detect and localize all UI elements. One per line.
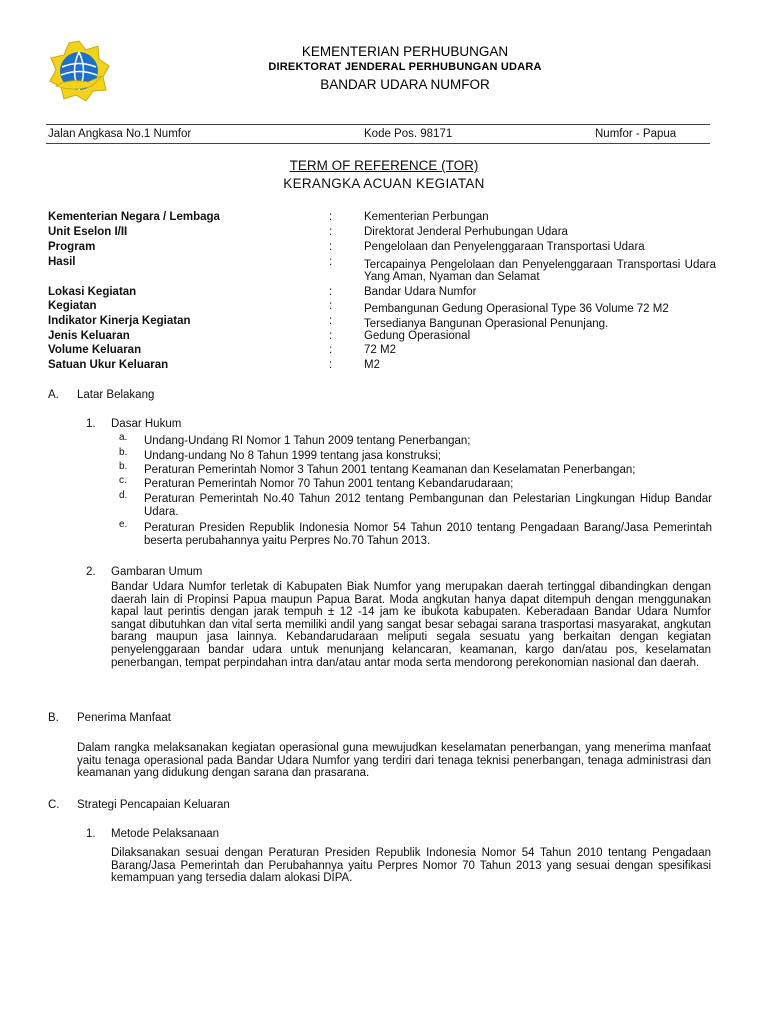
info-value: 72 M2: [364, 344, 396, 356]
list-letter: a.: [119, 432, 128, 443]
subsection-title: Dasar Hukum: [111, 418, 182, 430]
directorate-name: DIREKTORAT JENDERAL PERHUBUNGAN UDARA: [268, 61, 542, 73]
subsection-number: 1.: [86, 828, 96, 840]
info-key: Kegiatan: [48, 300, 97, 312]
header-divider-top: [46, 124, 710, 125]
info-key: Jenis Keluaran: [48, 330, 130, 342]
subsection-title: Metode Pelaksanaan: [111, 828, 220, 840]
info-key: Volume Keluaran: [48, 344, 142, 356]
info-colon: :: [329, 359, 333, 371]
list-letter: d.: [119, 490, 128, 501]
subsection-number: 2.: [86, 566, 96, 578]
address: Jalan Angkasa No.1 Numfor: [48, 128, 192, 140]
info-colon: :: [329, 226, 333, 238]
list-item: Peraturan Pemerintah No.40 Tahun 2012 tentang Pembangunan dan Pelestarian Lingkungan Hidup Bandar Udara.: [144, 493, 712, 518]
postal-code: Kode Pos. 98171: [364, 128, 453, 140]
list-letter: e.: [119, 519, 128, 530]
airport-name: BANDAR UDARA NUMFOR: [320, 77, 490, 92]
info-colon: :: [329, 241, 333, 253]
header-divider-bottom: [46, 143, 710, 144]
list-letter: b.: [119, 447, 128, 458]
info-value: Tersedianya Bangunan Operasional Penunjang.: [364, 318, 609, 330]
info-key: Satuan Ukur Keluaran: [48, 359, 169, 371]
document-subtitle: KERANGKA ACUAN KEGIATAN: [283, 176, 485, 191]
info-value: M2: [364, 359, 380, 371]
info-colon: :: [329, 315, 333, 327]
info-key: Program: [48, 241, 96, 253]
info-colon: :: [329, 300, 333, 312]
subsection-number: 1.: [86, 418, 96, 430]
info-value: Direktorat Jenderal Perhubungan Udara: [364, 226, 568, 238]
info-value: Gedung Operasional: [364, 330, 471, 342]
info-value: Tercapainya Pengelolaan dan Penyelenggaraan Transportasi Udara Yang Aman, Nyaman dan Selamat: [364, 259, 716, 283]
list-item: Undang-Undang RI Nomor 1 Tahun 2009 tentang Penerbangan;: [144, 435, 471, 447]
ministry-name: KEMENTERIAN PERHUBUNGAN: [301, 44, 509, 59]
info-colon: :: [329, 344, 333, 356]
info-colon: :: [329, 330, 333, 342]
section-c-title: Strategi Pencapaian Keluaran: [77, 799, 230, 811]
list-item: Peraturan Pemerintah Nomor 3 Tahun 2001 tentang Keamanan dan Keselamatan Penerbangan;: [144, 464, 636, 476]
list-letter: b.: [119, 461, 128, 472]
section-b-title: Penerima Manfaat: [77, 712, 171, 724]
info-colon: :: [329, 211, 333, 223]
beneficiary-paragraph: Dalam rangka melaksanakan kegiatan operasional guna mewujudkan keselamatan penerbangan, yang menerima manfaat yaitu tenaga operasional pada Bandar Udara Numfor yang terdiri dari tenaga teknisi penerbangan, tenaga administrasi dan keamanan yang didukung dengan sarana dan prasarana.: [77, 742, 711, 780]
location: Numfor - Papua: [595, 128, 677, 140]
section-b-letter: B.: [48, 712, 59, 724]
implementation-method-paragraph: Dilaksanakan sesuai dengan Peraturan Presiden Republik Indonesia Nomor 54 Tahun 2010 tentang Pengadaan Barang/Jasa Pemerintah dan Perubahannya yaitu Perpres Nomor 70 Tahun 2013 yang sesuai dengan spesifikasi kemampuan yang tersedia dalam alokasi DIPA.: [111, 847, 711, 885]
info-value: Pembangunan Gedung Operasional Type 36 Volume 72 M2: [364, 303, 669, 315]
info-key: Unit Eselon I/II: [48, 226, 128, 238]
list-item: Peraturan Presiden Republik Indonesia Nomor 54 Tahun 2010 tentang Pengadaan Barang/Jasa Pemerintah beserta perubahannya yaitu Perpres No.70 Tahun 2013.: [144, 522, 712, 547]
info-value: Pengelolaan dan Penyelenggaraan Transportasi Udara: [364, 241, 645, 253]
section-a-letter: A.: [48, 389, 59, 401]
document-title: TERM OF REFERENCE (TOR): [289, 158, 479, 173]
info-value: Kementerian Perbungan: [364, 211, 489, 223]
list-letter: c.: [119, 475, 127, 486]
list-item: Undang-undang No 8 Tahun 1999 tentang jasa konstruksi;: [144, 450, 442, 462]
info-colon: :: [329, 286, 333, 298]
info-key: Hasil: [48, 256, 76, 268]
info-key: Indikator Kinerja Kegiatan: [48, 315, 191, 327]
info-key: Kementerian Negara / Lembaga: [48, 211, 220, 223]
section-c-letter: C.: [48, 799, 60, 811]
ministry-logo: [48, 40, 110, 102]
section-a-title: Latar Belakang: [77, 389, 155, 401]
info-key: Lokasi Kegiatan: [48, 286, 137, 298]
subsection-title: Gambaran Umum: [111, 566, 203, 578]
info-value: Bandar Udara Numfor: [364, 286, 477, 298]
info-colon: :: [329, 256, 333, 268]
general-overview-paragraph: Bandar Udara Numfor terletak di Kabupaten Biak Numfor yang merupakan daerah tertinggal dibandingkan dengan daerah lain di Propinsi Papua maupun Papua Barat. Moda angkutan hanya dapat ditempuh dengan menggunakan kapal laut perintis dengan jarak tempuh ± 12 -14 jam ke ibukota kabupaten. Keberadaan Bandar Udara Numfor sangat dibutuhkan dan vital serta memiliki andil yang sangat besar sebagai sarana trasportasi masyarakat, angkutan barang maupun jasa lainnya. Kebandarudaraan meliputi segala sesuatu yang berkaitan dengan kegiatan penyelenggaraan bandar udara untuk menunjang kelancaran, keamanan, kargo dan/atau pos, keselamatan penerbangan, tempat perpindahan intra dan/atau antar moda serta mendorong perekonomian nasional dan daerah.: [111, 581, 711, 669]
list-item: Peraturan Pemerintah Nomor 70 Tahun 2001 tentang Kebandarudaraan;: [144, 478, 514, 490]
